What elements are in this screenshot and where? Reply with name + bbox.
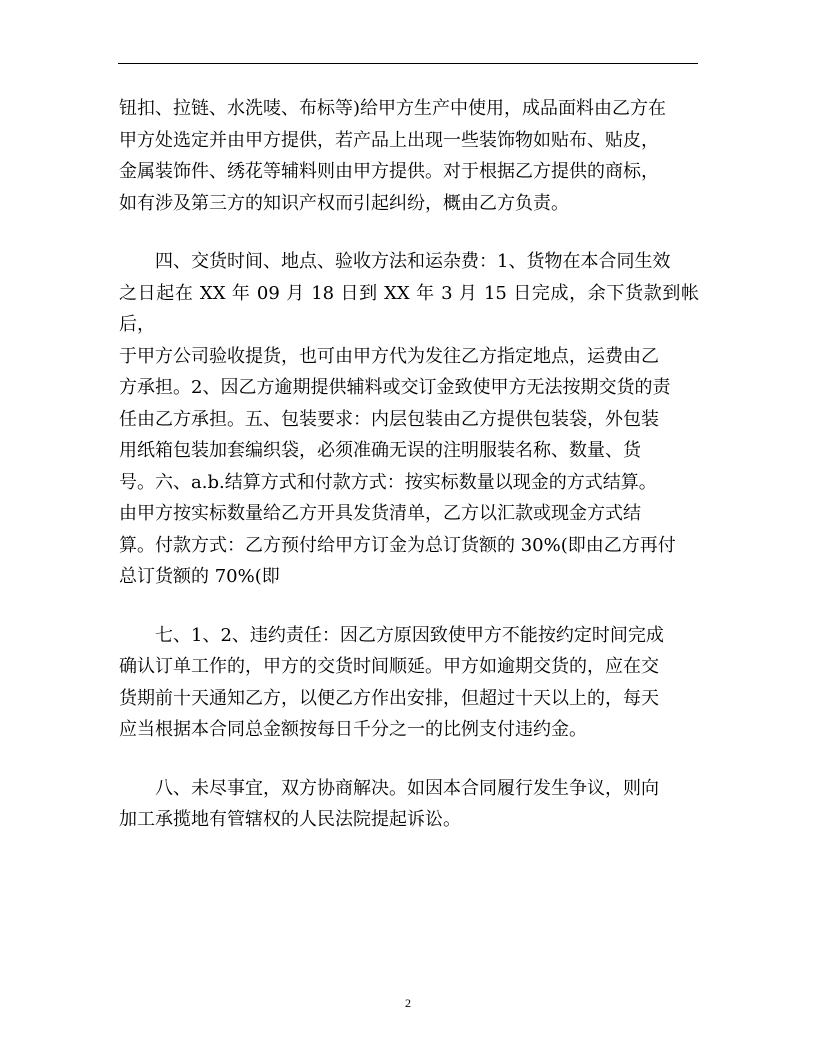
paragraph-disputes: [119, 773, 699, 836]
text-line: 用纸箱包装加套编织袋，必须准确无误的注明服装名称、数量、货: [119, 440, 641, 461]
text-line: 于甲方公司验收提货，也可由甲方代为发往乙方指定地点，运费由乙: [119, 345, 659, 367]
document-body: [119, 93, 699, 836]
text-line: 号。六、a.b.结算方式和付款方式：按实标数量以现金的方式结算。: [119, 471, 657, 493]
paragraph-delivery-packaging-payment: [119, 246, 699, 593]
text-line: 应当根据本合同总金额按每日千分之一的比例支付违约金。: [119, 719, 587, 740]
text-line: 方承担。2、因乙方逾期提供辅料或交订金致使甲方无法按期交货的责: [119, 377, 671, 398]
text-line: 八、未尽事宜，双方协商解决。如因本合同履行发生争议，则向: [155, 777, 659, 799]
text-line: 总订货额的 70%(即: [119, 566, 280, 587]
text-line: 之日起在 XX 年 09 月 18 日到 XX 年 3 月 15 日完成，余下货款到帐后，: [119, 282, 699, 335]
text-line: 货期前十天通知乙方，以便乙方作出安排，但超过十天以上的，每天: [119, 687, 659, 709]
text-line: 金属装饰件、绣花等辅料则由甲方提供。对于根据乙方提供的商标，: [119, 161, 659, 182]
text-line: 由甲方按实标数量给乙方开具发货清单，乙方以汇款或现金方式结: [119, 503, 641, 524]
text-line: 加工承揽地有管辖权的人民法院提起诉讼。: [119, 809, 461, 830]
text-line: 如有涉及第三方的知识产权而引起纠纷，概由乙方负责。: [119, 192, 569, 214]
paragraph-gap: [119, 746, 699, 773]
page-number: 2: [405, 996, 411, 1010]
text-line: 确认订单工作的，甲方的交货时间顺延。甲方如逾期交货的，应在交: [119, 656, 659, 677]
paragraph-gap: [119, 219, 699, 246]
text-line: 四、交货时间、地点、验收方法和运杂费：1、货物在本合同生效: [155, 251, 671, 272]
paragraph-materials: [119, 93, 699, 219]
text-line: 钮扣、拉链、水洗唛、布标等)给甲方生产中使用，成品面料由乙方在: [119, 98, 667, 119]
text-line: 甲方处选定并由甲方提供，若产品上出现一些装饰物如贴布、贴皮，: [119, 129, 659, 151]
text-line: 算。付款方式：乙方预付给甲方订金为总订货额的 30%(即由乙方再付: [119, 534, 676, 556]
paragraph-gap: [119, 593, 699, 620]
text-line: 任由乙方承担。五、包装要求：内层包装由乙方提供包装袋，外包装: [119, 408, 659, 430]
text-line: 七、1、2、违约责任：因乙方原因致使甲方不能按约定时间完成: [155, 624, 664, 646]
header-rule: [118, 63, 698, 64]
paragraph-liability: [119, 620, 699, 746]
